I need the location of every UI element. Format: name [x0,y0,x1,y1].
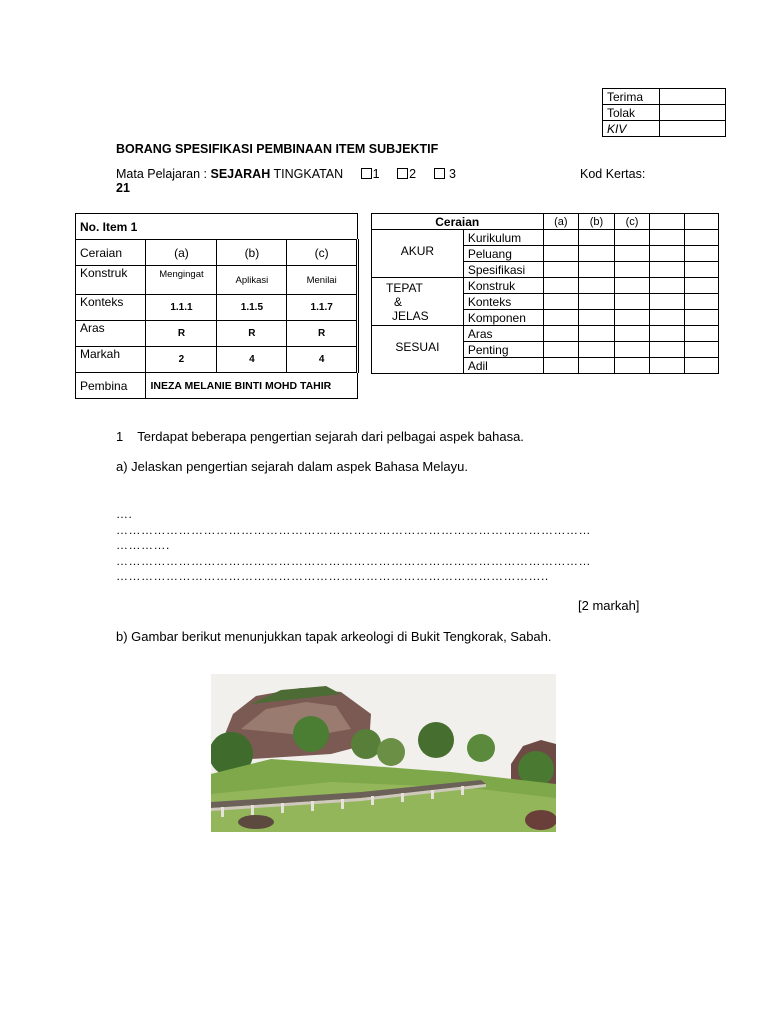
form-option-1[interactable] [361,167,380,181]
marks-label: [2 markah] [578,598,640,613]
question-stem [116,429,524,444]
checkbox-icon[interactable] [434,168,445,179]
check-cell[interactable] [684,246,718,262]
criterion: Kurikulum [463,230,543,246]
answer-line: …………. [116,538,170,552]
answer-line: …. [116,507,133,521]
question-part-a: a) Jelaskan pengertian sejarah dalam aspek Bahasa Melayu. [116,459,468,474]
check-cell[interactable] [579,358,615,374]
check-cell[interactable] [543,278,579,294]
cell: 1.1.1 [146,295,217,321]
check-cell[interactable] [684,342,718,358]
check-cell[interactable] [650,230,684,246]
check-cell[interactable] [543,310,579,326]
check-cell[interactable] [579,230,615,246]
item-spec-table [75,213,359,399]
review-header-empty [650,214,684,230]
check-cell[interactable] [543,358,579,374]
answer-line: ………………………………………………………………………………………….. [116,569,549,583]
table-row [372,326,719,342]
cell: (a) [146,240,217,266]
group-akur: AKUR [372,230,464,278]
paper-code-value: 21 [116,181,130,195]
form-option-label: 1 [372,167,380,181]
table-row [372,278,719,294]
check-cell[interactable] [614,278,650,294]
cell: R [217,321,287,347]
table-row [76,321,358,347]
check-cell[interactable] [579,342,615,358]
check-cell[interactable] [650,278,684,294]
table-row [76,347,358,373]
answer-line: …………………………………………………………………………………………………… [116,522,591,537]
status-label-terima: Terima [603,89,660,105]
check-cell[interactable] [650,262,684,278]
criterion: Komponen [463,310,543,326]
item-no-row [76,214,358,240]
status-value-tolak[interactable] [660,105,726,121]
review-header-b: (b) [579,214,615,230]
review-header-row [372,214,719,230]
subject-line [116,167,456,181]
table-row [372,230,719,246]
check-cell[interactable] [650,342,684,358]
cell: Menilai [287,266,358,295]
review-header-empty [684,214,718,230]
check-cell[interactable] [579,278,615,294]
form-option-label: 2 [409,167,417,181]
check-cell[interactable] [650,310,684,326]
group-label: TEPAT [386,280,423,295]
cell: 1.1.5 [217,295,287,321]
check-cell[interactable] [543,326,579,342]
cell: 1.1.7 [287,295,358,321]
status-label-kiv: KIV [603,121,660,137]
criterion: Konteks [463,294,543,310]
row-label: Konteks [76,295,146,321]
status-box [602,88,726,137]
group-sesuai: SESUAI [372,326,464,374]
subject-value: SEJARAH [210,167,271,181]
table-row [76,295,358,321]
status-label-tolak: Tolak [603,105,660,121]
check-cell[interactable] [684,326,718,342]
review-header-a: (a) [543,214,579,230]
status-row-terima [603,89,726,105]
check-cell[interactable] [579,294,615,310]
row-label: Markah [76,347,146,373]
cell: (b) [217,240,287,266]
row-label: Pembina [76,373,146,399]
question-part-b: b) Gambar berikut menunjukkan tapak arkeologi di Bukit Tengkorak, Sabah. [116,629,552,644]
check-cell[interactable] [614,230,650,246]
cell: Mengingat [146,266,217,295]
cell: (c) [287,240,358,266]
checkbox-icon[interactable] [397,168,408,179]
row-label: Ceraian [76,240,146,266]
review-header-c: (c) [614,214,650,230]
checkbox-icon[interactable] [361,168,372,179]
check-cell[interactable] [543,246,579,262]
check-cell[interactable] [684,278,718,294]
check-cell[interactable] [579,326,615,342]
check-cell[interactable] [684,358,718,374]
archaeological-site-photo [211,674,556,832]
cell: 4 [217,347,287,373]
table-row [76,266,358,295]
answer-line: …………………………………………………………………………………………………… [116,553,591,568]
author-name: INEZA MELANIE BINTI MOHD TAHIR [146,373,358,399]
criterion: Adil [463,358,543,374]
check-cell[interactable] [543,342,579,358]
form-option-label: 3 [449,167,456,181]
check-cell[interactable] [614,246,650,262]
cell: 2 [146,347,217,373]
cell: Aplikasi [217,266,287,295]
criterion: Konstruk [463,278,543,294]
status-value-kiv[interactable] [660,121,726,137]
check-cell[interactable] [684,262,718,278]
status-value-terima[interactable] [660,89,726,105]
form-option-2[interactable] [397,167,416,181]
review-table [371,213,719,374]
check-cell[interactable] [614,326,650,342]
cell: R [146,321,217,347]
check-cell[interactable] [614,358,650,374]
check-cell[interactable] [650,246,684,262]
check-cell[interactable] [650,294,684,310]
check-cell[interactable] [650,326,684,342]
check-cell[interactable] [543,230,579,246]
row-label: Aras [76,321,146,347]
cell: 4 [287,347,358,373]
check-cell[interactable] [579,262,615,278]
check-cell[interactable] [614,262,650,278]
check-cell[interactable] [614,294,650,310]
status-row-tolak [603,105,726,121]
check-cell[interactable] [543,262,579,278]
review-header-ceraian: Ceraian [372,214,544,230]
form-title: BORANG SPESIFIKASI PEMBINAAN ITEM SUBJEKTIF [116,142,439,156]
check-cell[interactable] [543,294,579,310]
landscape-image [211,674,556,832]
question-text: Terdapat beberapa pengertian sejarah dari pelbagai aspek bahasa. [137,429,524,444]
check-cell[interactable] [650,358,684,374]
check-cell[interactable] [684,230,718,246]
criterion: Spesifikasi [463,262,543,278]
criterion: Penting [463,342,543,358]
table-row [76,240,358,266]
check-cell[interactable] [614,342,650,358]
check-cell[interactable] [579,310,615,326]
question-number: 1 [116,429,124,444]
group-tepat-jelas [372,278,464,326]
table-row [76,373,358,399]
row-label: Konstruk [76,266,146,295]
criterion: Peluang [463,246,543,262]
form-option-3[interactable] [434,167,456,181]
check-cell[interactable] [684,294,718,310]
group-label: JELAS [392,308,429,323]
answer-lines[interactable] [116,507,591,585]
subject-label: Mata Pelajaran : [116,167,211,181]
check-cell[interactable] [684,310,718,326]
check-cell[interactable] [579,246,615,262]
item-number: No. Item 1 [76,214,358,240]
check-cell[interactable] [614,310,650,326]
criterion: Aras [463,326,543,342]
form-label: TINGKATAN [270,167,344,181]
cell: R [287,321,358,347]
paper-code-label: Kod Kertas: [580,167,646,181]
group-label: & [394,294,403,309]
status-row-kiv [603,121,726,137]
